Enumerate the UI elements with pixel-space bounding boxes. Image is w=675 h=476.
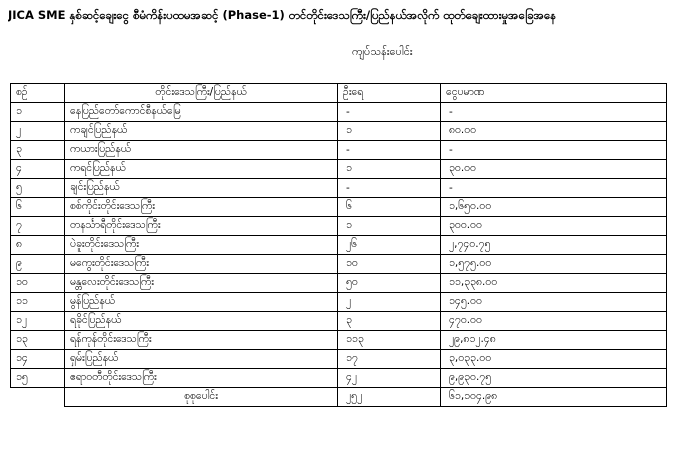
row-amount: ၄၇၀.၀၀ xyxy=(441,312,667,331)
row-region: ကချင်ပြည်နယ် xyxy=(65,122,338,141)
row-number: ၅ xyxy=(11,179,65,198)
table-row xyxy=(11,331,667,350)
table-row xyxy=(11,255,667,274)
table-row xyxy=(11,312,667,331)
row-region: မကွေးတိုင်းဒေသကြီး xyxy=(65,255,338,274)
row-amount: ၃၀.၀၀ xyxy=(441,160,667,179)
row-amount: - xyxy=(441,141,667,160)
row-count: - xyxy=(338,141,441,160)
row-number: ၂ xyxy=(11,122,65,141)
row-count: ၅၀ xyxy=(338,274,441,293)
table-row xyxy=(11,369,667,388)
row-region: ဧရာဝတီတိုင်းဒေသကြီး xyxy=(65,369,338,388)
row-number: ၁၁ xyxy=(11,293,65,312)
row-number: ၃ xyxy=(11,141,65,160)
row-amount: - xyxy=(441,103,667,122)
row-number: ၁၂ xyxy=(11,312,65,331)
header-region: တိုင်းဒေသကြီး/ပြည်နယ် xyxy=(65,84,338,103)
total-blank-cell xyxy=(11,388,65,407)
row-region: စစ်ကိုင်းတိုင်းဒေသကြီး xyxy=(65,198,338,217)
table-row xyxy=(11,179,667,198)
table-row xyxy=(11,160,667,179)
table-row xyxy=(11,350,667,369)
row-amount: ၁၄၅.၀၀ xyxy=(441,293,667,312)
row-amount: ၁,၅၇၅.၀၀ xyxy=(441,255,667,274)
table-row xyxy=(11,198,667,217)
unit-label: ကျပ်သန်းပေါင်း xyxy=(352,45,413,58)
header-no: စဉ် xyxy=(11,84,65,103)
row-region: နေပြည်တော်ကောင်စီနယ်မြေ xyxy=(65,103,338,122)
row-count: ၁၁၃ xyxy=(338,331,441,350)
total-amount: ၆၁,၁၀၄.၉၈ xyxy=(441,388,667,407)
region-loan-table xyxy=(10,83,667,407)
row-number: ၁ xyxy=(11,103,65,122)
row-region: တနင်္သာရီတိုင်းဒေသကြီး xyxy=(65,217,338,236)
table-row xyxy=(11,274,667,293)
row-amount: - xyxy=(441,179,667,198)
row-region: ရှမ်းပြည်နယ် xyxy=(65,350,338,369)
row-number: ၉ xyxy=(11,255,65,274)
row-count: ၃ xyxy=(338,312,441,331)
row-region: မန္တလေးတိုင်းဒေသကြီး xyxy=(65,274,338,293)
row-number: ၇ xyxy=(11,217,65,236)
row-count: - xyxy=(338,103,441,122)
total-label: စုစုပေါင်း xyxy=(65,388,338,407)
row-count: ၁ xyxy=(338,217,441,236)
row-count: ၁ xyxy=(338,160,441,179)
row-number: ၁၄ xyxy=(11,350,65,369)
table-row xyxy=(11,217,667,236)
total-count: ၂၅၂ xyxy=(338,388,441,407)
row-number: ၁၀ xyxy=(11,274,65,293)
table-row xyxy=(11,293,667,312)
row-amount: ၃,၀၃၃.၀၀ xyxy=(441,350,667,369)
row-amount: ၂၉,၈၁၂.၄၈ xyxy=(441,331,667,350)
row-region: ကယားပြည်နယ် xyxy=(65,141,338,160)
row-number: ၁၃ xyxy=(11,331,65,350)
header-count: ဦးရေ xyxy=(338,84,441,103)
row-number: ၈ xyxy=(11,236,65,255)
row-count: ၂ xyxy=(338,293,441,312)
table-row xyxy=(11,122,667,141)
row-region: မွန်ပြည်နယ် xyxy=(65,293,338,312)
row-region: ရန်ကုန်တိုင်းဒေသကြီး xyxy=(65,331,338,350)
row-count: - xyxy=(338,179,441,198)
table-row xyxy=(11,141,667,160)
row-amount: ၂,၇၄၀.၇၅ xyxy=(441,236,667,255)
row-number: ၁၅ xyxy=(11,369,65,388)
table-row xyxy=(11,103,667,122)
document-title: JICA SME နှစ်ဆင့်ချေးငွေ စီမံကိန်းပထမအဆင့် (Phase-1) တင်တိုင်းဒေသကြီး/ပြည်နယ်အလိုက် ထုတ်ချေးထားမှုအခြေအနေ xyxy=(8,8,557,22)
row-amount: ၁၁,၃၃၈.၀၀ xyxy=(441,274,667,293)
row-amount: ၁,၆၅၀.၀၀ xyxy=(441,198,667,217)
total-row xyxy=(11,388,667,407)
row-region: ရခိုင်ပြည်နယ် xyxy=(65,312,338,331)
row-region: ပဲခူးတိုင်းဒေသကြီး xyxy=(65,236,338,255)
row-amount: ၉,၉၃၀.၇၅ xyxy=(441,369,667,388)
row-region: ကရင်ပြည်နယ် xyxy=(65,160,338,179)
row-count: ၆ xyxy=(338,198,441,217)
row-number: ၆ xyxy=(11,198,65,217)
row-count: ၁၀ xyxy=(338,255,441,274)
row-number: ၄ xyxy=(11,160,65,179)
row-count: ၁၇ xyxy=(338,350,441,369)
table-row xyxy=(11,236,667,255)
row-amount: ၃၀၀.၀၀ xyxy=(441,217,667,236)
row-count: ၂၆ xyxy=(338,236,441,255)
header-amount: ငွေပမာဏ xyxy=(441,84,667,103)
header-row xyxy=(11,84,667,103)
row-region: ချင်းပြည်နယ် xyxy=(65,179,338,198)
row-count: ၁ xyxy=(338,122,441,141)
row-amount: ၈၀.၀၀ xyxy=(441,122,667,141)
row-count: ၄၂ xyxy=(338,369,441,388)
